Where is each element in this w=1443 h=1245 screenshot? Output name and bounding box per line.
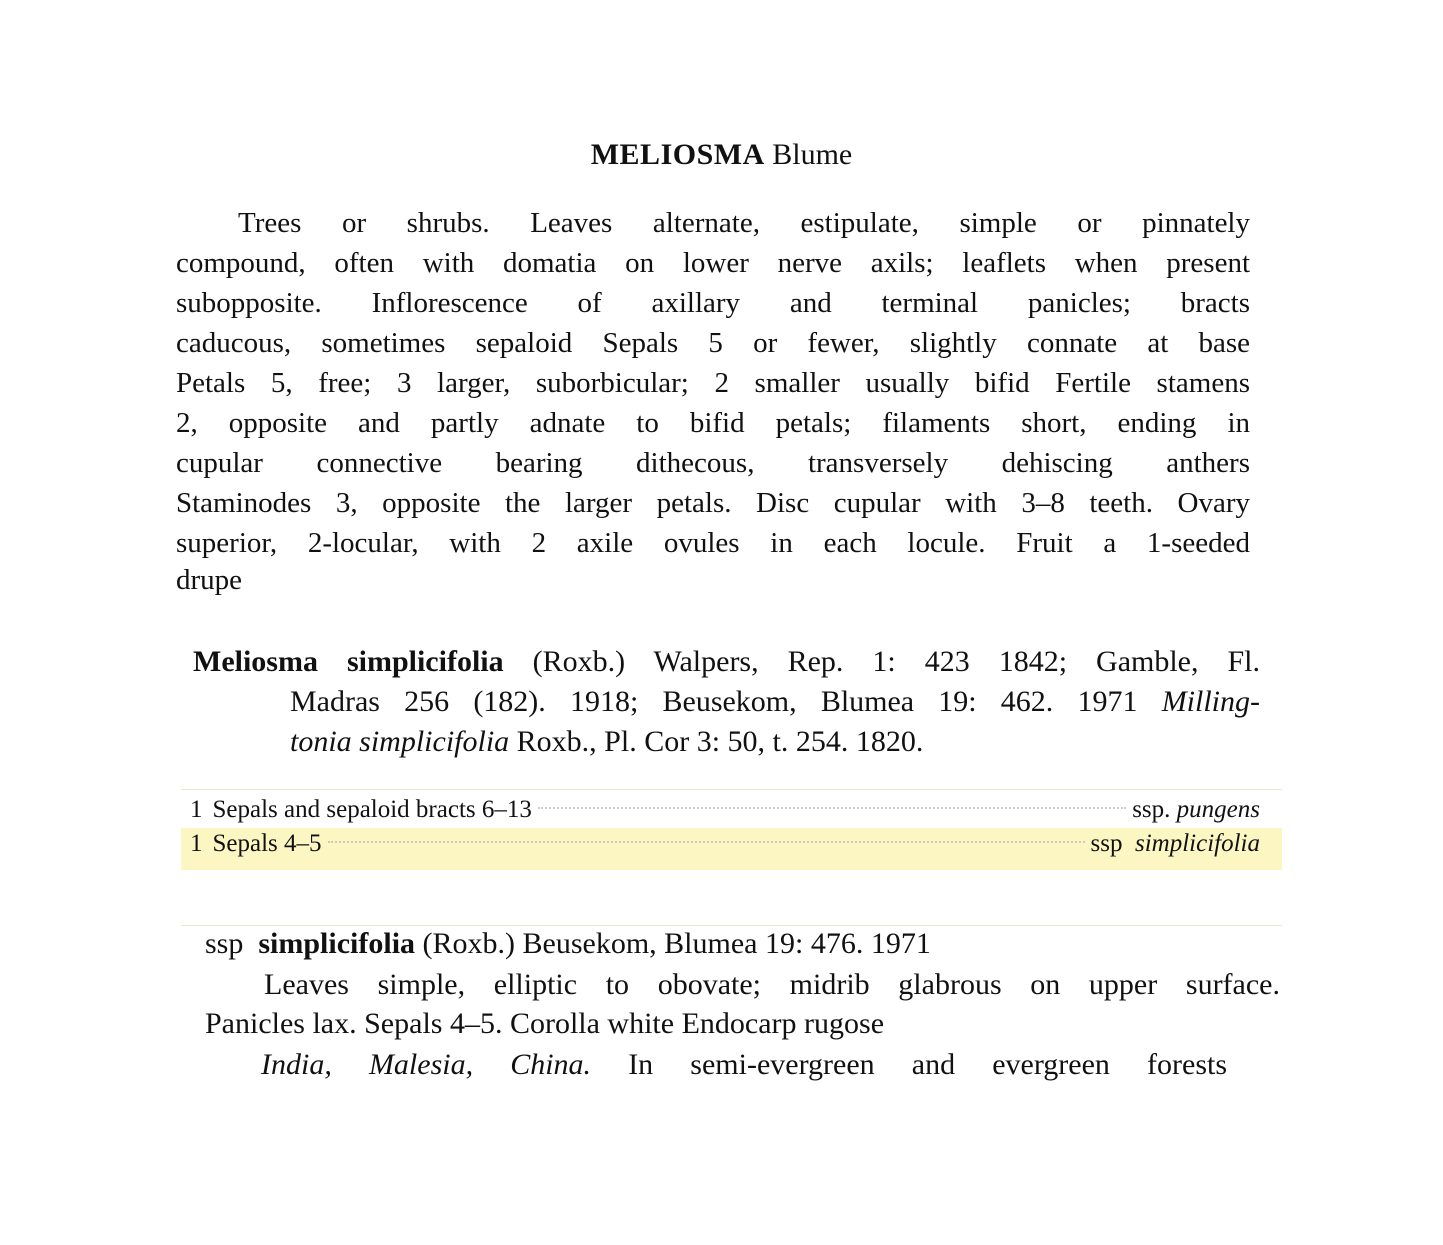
key-text: Sepals 4–5	[212, 830, 322, 857]
genus-name: MELIOSMA	[590, 138, 765, 171]
description-line: drupe	[176, 564, 243, 596]
genus-heading	[0, 135, 1443, 175]
distribution-line	[261, 1045, 1227, 1085]
description-line: caducous, sometimes sepaloid Sepals 5 or fewer, slightly connate at base	[176, 327, 1250, 359]
species-name: Meliosma simplicifolia	[193, 645, 504, 678]
synonym-genus: Milling-	[1161, 685, 1261, 718]
citation-line	[290, 722, 923, 762]
description-line: Petals 5, free; 3 larger, suborbicular; 2 smaller usually bifid Fertile stamens	[176, 367, 1250, 399]
key-number: 1	[190, 830, 203, 857]
leader-dots	[538, 807, 1126, 809]
synonym-name: tonia simplicifolia	[290, 725, 510, 758]
habitat: In semi-evergreen and evergreen forests	[628, 1048, 1227, 1081]
description-line: subopposite. Inflorescence of axillary and terminal panicles; bracts	[176, 287, 1250, 319]
subspecies-name: simplicifolia	[258, 927, 416, 960]
key-row	[190, 828, 1260, 860]
subspecies-description: Panicles lax. Sepals 4–5. Corolla white Endocarp rugose	[205, 1007, 885, 1040]
key-number: 1	[190, 796, 203, 823]
key-result: ssp simplicifolia	[1090, 830, 1260, 857]
description-line: cupular connective bearing dithecous, transversely dehiscing anthers	[176, 447, 1250, 479]
description-line: Staminodes 3, opposite the larger petals. Disc cupular with 3–8 teeth. Ovary	[176, 487, 1250, 519]
key-text: Sepals and sepaloid bracts 6–13	[212, 796, 532, 823]
leader-dots	[328, 841, 1085, 843]
key-result: ssp. pungens	[1132, 796, 1260, 823]
subspecies-description: Leaves simple, elliptic to obovate; midrib glabrous on upper surface.	[264, 968, 1280, 1001]
citation-text: Roxb., Pl. Cor 3: 50, t. 254. 1820.	[516, 725, 924, 758]
description-line: superior, 2-locular, with 2 axile ovules in each locule. Fruit a 1-seeded	[176, 527, 1250, 559]
description-line: compound, often with domatia on lower nerve axils; leaflets when present	[176, 247, 1250, 279]
citation-line	[193, 642, 1260, 682]
description-line: 2, opposite and partly adnate to bifid petals; filaments short, ending in	[176, 407, 1250, 439]
citation-text: (Roxb.) Walpers, Rep. 1: 423 1842; Gamble, Fl.	[532, 645, 1261, 678]
description-line: Trees or shrubs. Leaves alternate, estipulate, simple or pinnately	[238, 207, 1250, 239]
distribution: India, Malesia, China.	[261, 1048, 592, 1081]
citation-line	[290, 682, 1260, 722]
divider	[181, 789, 1282, 790]
genus-author: Blume	[772, 138, 853, 171]
citation-text: Madras 256 (182). 1918; Beusekom, Blumea 19: 462. 1971	[290, 685, 1138, 718]
subspecies-citation: (Roxb.) Beusekom, Blumea 19: 476. 1971	[422, 927, 931, 960]
key-row	[190, 794, 1260, 826]
subspecies-rank: ssp	[205, 927, 244, 960]
subspecies-heading	[205, 924, 931, 964]
